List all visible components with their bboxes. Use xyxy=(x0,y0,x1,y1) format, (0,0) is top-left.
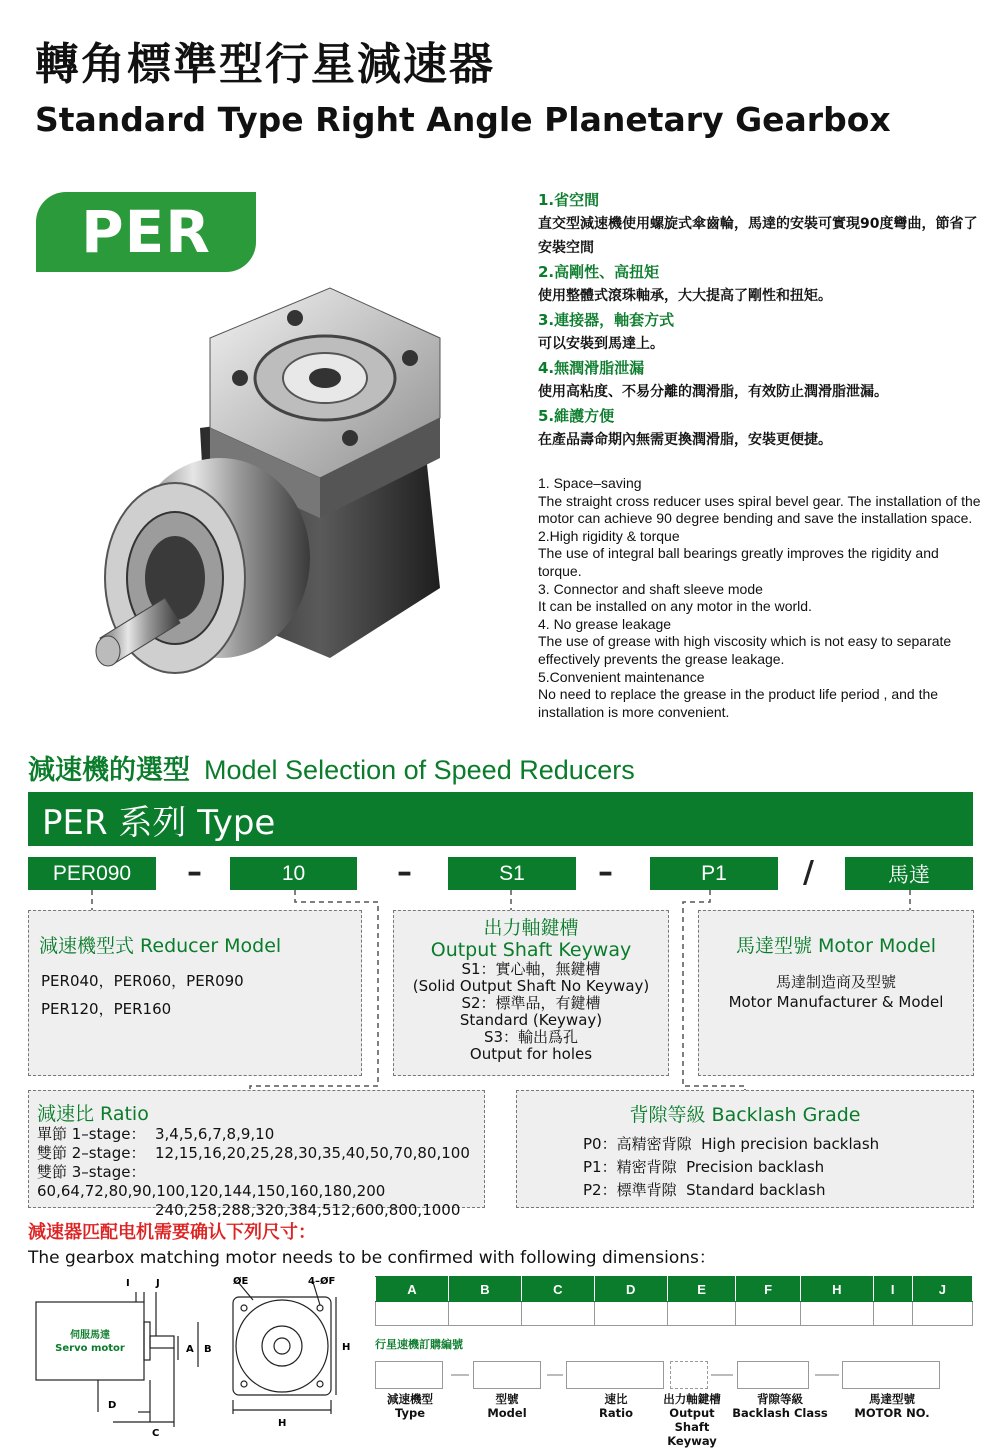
dimensions-header-row xyxy=(376,1277,973,1302)
reducer-model-title: 減速機型式 Reducer Model xyxy=(39,935,282,957)
order-label-en: Backlash Class xyxy=(732,1406,828,1420)
dim-col-header: C xyxy=(521,1277,594,1302)
separator: – xyxy=(598,855,613,890)
feature-heading-en: 1. Space–saving xyxy=(538,475,642,491)
ratio-values: 3,4,5,6,7,8,9,10 xyxy=(155,1125,275,1143)
ratio-rows xyxy=(37,1125,484,1220)
keyway-line: S1：實心軸，無鍵槽 xyxy=(461,960,601,978)
order-separators xyxy=(443,1370,843,1380)
backlash-desc: High precision backlash xyxy=(701,1135,880,1153)
selection-title xyxy=(28,748,635,787)
ratio-row xyxy=(37,1144,484,1163)
dim-label-h-side: H xyxy=(342,1342,351,1353)
dim-label-d: D xyxy=(108,1400,117,1411)
dim-label-h: H xyxy=(278,1418,287,1429)
keyway-line: Standard (Keyway) xyxy=(459,1011,603,1029)
order-box-type[interactable] xyxy=(375,1361,443,1389)
dim-value-cell[interactable] xyxy=(912,1302,972,1326)
dim-label-c: C xyxy=(152,1428,160,1439)
keyway-box xyxy=(393,910,669,1076)
servo-label-cn: 伺服馬達 xyxy=(70,1330,110,1341)
features-english xyxy=(538,475,983,721)
dim-value-cell[interactable] xyxy=(594,1302,667,1326)
backlash-title: 背隙等級 Backlash Grade xyxy=(629,1104,861,1126)
selection-title-cn: 減速機的選型 xyxy=(28,755,190,786)
title-english: Standard Type Right Angle Planetary Gearbox xyxy=(35,100,891,139)
dim-col-header: B xyxy=(448,1277,521,1302)
ratio-box xyxy=(28,1090,485,1219)
feature-heading: 2.高剛性、高扭矩 xyxy=(538,263,660,281)
dimensions-value-row xyxy=(376,1302,973,1326)
ratio-label: 單節 1–stage： xyxy=(37,1125,146,1143)
ratio-row xyxy=(37,1163,484,1201)
keyway-line: Output for holes xyxy=(469,1045,593,1063)
dim-label-a: A xyxy=(186,1344,194,1355)
order-label-en: MOTOR NO. xyxy=(854,1406,930,1420)
feature-heading: 1.省空間 xyxy=(538,191,600,209)
dim-label-e: ØE xyxy=(233,1276,249,1287)
separator: – xyxy=(397,855,412,890)
motor-model-title: 馬達型號 Motor Model xyxy=(735,935,937,957)
dim-value-cell[interactable] xyxy=(521,1302,594,1326)
backlash-code: P1：精密背隙 xyxy=(583,1158,677,1176)
keyway-line: S3：輸出爲孔 xyxy=(483,1028,579,1046)
dim-label-f: 4–ØF xyxy=(308,1276,336,1287)
ratio-title: 減速比 Ratio xyxy=(37,1103,149,1125)
order-label-motor xyxy=(846,1392,938,1420)
feature-heading-en: 4. No grease leakage xyxy=(538,615,672,632)
feature-body-en: The use of integral ball bearings greatly improves the rigidity and torque. xyxy=(538,545,939,579)
feature-body-en: No need to replace the grease in the product life period , and the installation is more convenient. xyxy=(538,686,939,720)
order-label-type xyxy=(370,1392,450,1420)
reducer-model-line: PER040，PER060，PER090 xyxy=(41,972,244,990)
feature-body: 使用高粘度、不易分離的潤滑脂，有效防止潤滑脂泄漏。 xyxy=(538,384,888,400)
dim-col-header: A xyxy=(376,1277,449,1302)
order-label-cn: 出力軸鍵槽 xyxy=(663,1392,721,1406)
dim-value-cell[interactable] xyxy=(376,1302,449,1326)
dimensions-title-en: The gearbox matching motor needs to be confirmed with following dimensions： xyxy=(28,1248,716,1268)
dim-value-cell[interactable] xyxy=(873,1302,912,1326)
order-box-motor[interactable] xyxy=(842,1361,940,1389)
dim-value-cell[interactable] xyxy=(800,1302,873,1326)
dim-col-header: F xyxy=(736,1277,800,1302)
feature-heading-en: 2.High rigidity & torque xyxy=(538,527,680,544)
dim-col-header: I xyxy=(873,1277,912,1302)
dimension-drawing xyxy=(28,1272,363,1442)
ratio-label: 雙節 3–stage： xyxy=(37,1163,146,1181)
backlash-code: P0：高精密背隙 xyxy=(583,1135,692,1153)
dim-label-i: I xyxy=(126,1278,130,1289)
dim-label-b: B xyxy=(204,1344,212,1355)
order-label-en: Type xyxy=(394,1406,425,1420)
dim-col-header: H xyxy=(800,1277,873,1302)
order-label-ratio xyxy=(576,1392,656,1420)
feature-heading-en: 3. Connector and shaft sleeve mode xyxy=(538,580,763,597)
backlash-row xyxy=(583,1133,973,1156)
feature-body-en: It can be installed on any motor in the world. xyxy=(538,598,812,615)
ratio-values: 240,258,288,320,384,512,600,800,1000 xyxy=(155,1201,461,1219)
separator: / xyxy=(803,855,814,890)
dim-col-header: J xyxy=(912,1277,972,1302)
order-label-cn: 速比 xyxy=(604,1392,628,1406)
order-code-title: 行星速機訂購編號 xyxy=(375,1338,463,1351)
ratio-label: 雙節 2–stage： xyxy=(37,1144,146,1162)
feature-heading-en: 5.Convenient maintenance xyxy=(538,668,705,685)
feature-body-en: The use of grease with high viscosity which is not easy to separate effectively prevents the grease leakage. xyxy=(538,633,952,667)
backlash-desc: Precision backlash xyxy=(686,1158,825,1176)
dimensions-title-cn: 減速器匹配电机需要确认下列尺寸： xyxy=(28,1222,316,1243)
order-label-cn: 減速機型 xyxy=(387,1392,433,1406)
order-label-model xyxy=(467,1392,547,1420)
code-keyway: S1 xyxy=(448,857,576,890)
reducer-model-box xyxy=(28,910,362,1076)
feature-body: 直交型減速機使用螺旋式傘齒輪，馬達的安裝可實現90度彎曲，節省了安裝空間 xyxy=(538,216,978,256)
type-bar: PER 系列 Type xyxy=(28,792,973,846)
motor-model-line: Motor Manufacturer & Model xyxy=(728,993,944,1011)
selection-title-en: Model Selection of Speed Reducers xyxy=(204,755,635,785)
order-label-keyway xyxy=(654,1392,730,1448)
code-model: PER090 xyxy=(28,857,156,890)
order-label-en: Model xyxy=(487,1406,527,1420)
ratio-row xyxy=(37,1125,484,1144)
backlash-box xyxy=(516,1090,974,1208)
feature-body: 使用整體式滾珠軸承，大大提高了剛性和扭矩。 xyxy=(538,288,832,304)
backlash-rows xyxy=(583,1133,973,1202)
dim-value-cell[interactable] xyxy=(736,1302,800,1326)
title-chinese: 轉角標準型行星減速器 xyxy=(35,39,495,90)
features-chinese xyxy=(538,188,978,452)
backlash-row xyxy=(583,1156,973,1179)
order-label-cn: 背隙等級 xyxy=(757,1392,803,1406)
feature-heading: 5.維護方便 xyxy=(538,407,615,425)
order-label-cn: 型號 xyxy=(495,1392,519,1406)
feature-body: 可以安裝到馬達上。 xyxy=(538,336,664,352)
gearbox-product-image xyxy=(80,278,460,718)
separator: – xyxy=(187,855,202,890)
dim-value-cell[interactable] xyxy=(667,1302,736,1326)
keyway-line: S2：標準品，有鍵槽 xyxy=(461,994,601,1012)
backlash-code: P2：標準背隙 xyxy=(583,1181,677,1199)
feature-body: 在產品壽命期內無需更換潤滑脂，安裝更便捷。 xyxy=(538,432,832,448)
code-backlash: P1 xyxy=(650,857,778,890)
order-label-cn: 馬達型號 xyxy=(869,1392,915,1406)
feature-heading: 4.無潤滑脂泄漏 xyxy=(538,359,645,377)
reducer-model-line: PER120，PER160 xyxy=(41,1000,172,1018)
servo-label-en: Servo motor xyxy=(55,1343,125,1354)
dim-col-header: D xyxy=(594,1277,667,1302)
motor-model-line: 馬達制造商及型號 xyxy=(775,973,896,991)
ratio-values: 60,64,72,80,90,100,120,144,150,160,180,200 xyxy=(37,1182,386,1200)
feature-body-en: The straight cross reducer uses spiral bevel gear. The installation of the motor can achieve 90 degree bending and save the installation space. xyxy=(538,492,981,527)
motor-model-box xyxy=(698,910,974,1076)
order-label-en: Output Shaft Keyway xyxy=(667,1406,717,1448)
feature-heading: 3.連接器，軸套方式 xyxy=(538,311,675,329)
dim-value-cell[interactable] xyxy=(448,1302,521,1326)
order-label-backlash xyxy=(731,1392,829,1420)
ratio-values: 12,15,16,20,25,28,30,35,40,50,70,80,100 xyxy=(155,1144,470,1162)
dimensions-table xyxy=(375,1276,973,1326)
code-motor: 馬達 xyxy=(845,857,973,890)
dim-label-j: J xyxy=(156,1278,160,1289)
backlash-desc: Standard backlash xyxy=(686,1181,826,1199)
backlash-row xyxy=(583,1179,973,1202)
dim-col-header: E xyxy=(667,1277,736,1302)
code-ratio: 10 xyxy=(230,857,357,890)
series-badge: PER xyxy=(36,192,256,272)
order-label-en: Ratio xyxy=(599,1406,633,1420)
keyway-title-en: Output Shaft Keyway xyxy=(430,939,632,961)
keyway-title-cn: 出力軸鍵槽 xyxy=(483,917,579,939)
keyway-line: (Solid Output Shaft No Keyway) xyxy=(412,977,650,995)
